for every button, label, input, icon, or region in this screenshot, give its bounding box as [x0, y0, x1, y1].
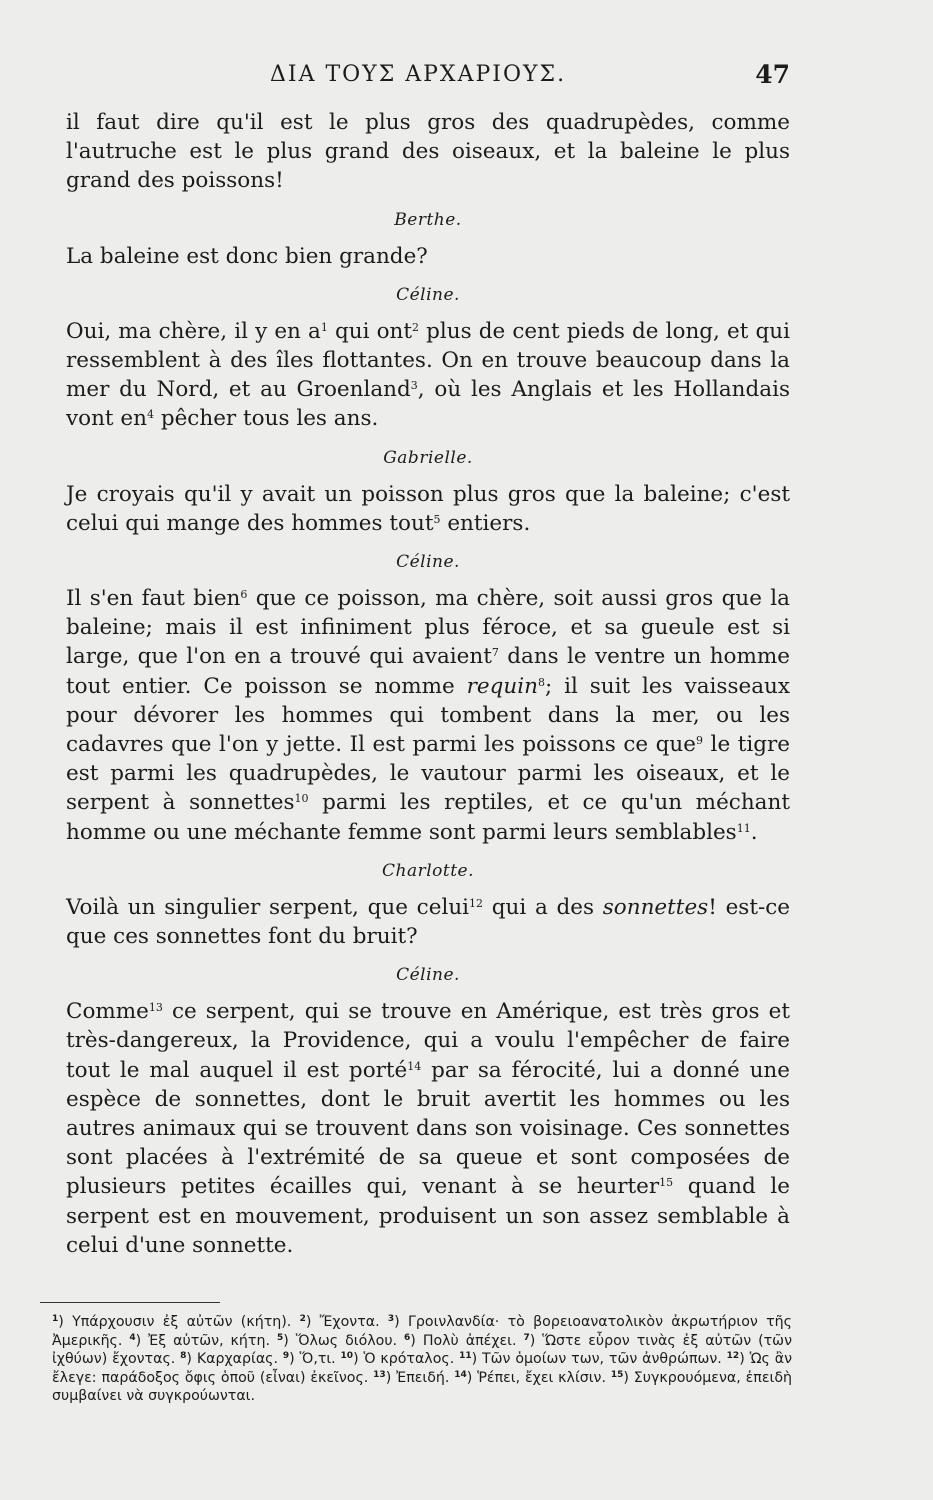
text-run: Oui, ma chère, il y en a [66, 318, 321, 344]
footnote [283, 1351, 341, 1367]
footnote [341, 1351, 460, 1367]
footnote-number: 7 [523, 1332, 530, 1343]
footnote-marker: 1 [320, 320, 328, 334]
footnote-number: 12 [726, 1351, 740, 1362]
footnote-text: ) Ὅλως διόλου. [283, 1332, 405, 1349]
footnote-number: 6 [404, 1332, 411, 1343]
text-run: ce serpent, qui se trouve en Amérique, est très gros et très-dangereux, la Providence, qui a voulu l'empêcher de faire tout le mal auquel il est porté [66, 999, 790, 1083]
paragraph [66, 997, 790, 1260]
text-run: qui a des [483, 894, 603, 920]
text-run: quand le serpent est en mouvement, produisent un son assez semblable à celui d'une sonnette. [66, 1174, 790, 1258]
footnote-text: ) Ὁ κρόταλος. [353, 1351, 460, 1368]
footnote-marker: 9 [696, 734, 704, 748]
text-run: , où les Anglais et les Hollandais vont en [66, 377, 790, 432]
italic-text: sonnettes [602, 894, 709, 920]
footnote-text: ) Ἐξ αὐτῶν, κήτη. [135, 1332, 277, 1349]
text-run: ; il suit les vaisseaux pour dévorer les hommes qui tombent dans la mer, ou les cadavres que l'on y jette. Il est parmi les poissons ce que [66, 673, 790, 758]
footnote-text: ) Ἔχοντα. [305, 1314, 388, 1330]
text-run: il faut dire qu'il est le plus gros des quadrupèdes, comme l'autruche est le plus grand des oiseaux, et la baleine le plus grand des poissons! [66, 110, 790, 194]
speaker-name: Charlotte. [381, 860, 475, 881]
text-run: que ce poisson, ma chère, soit aussi gros que la baleine; mais il est infiniment plus féroce, et sa gueule est si large, que l'on en a trouvé qui avaient [66, 586, 790, 670]
footnote [459, 1351, 727, 1367]
speaker-name: Gabrielle. [383, 447, 473, 468]
footnotes [52, 1313, 792, 1406]
footnote-number: 9 [282, 1351, 290, 1362]
footnote-marker: 3 [410, 379, 418, 393]
page-header [60, 62, 790, 96]
footnote-number: 2 [299, 1314, 306, 1324]
text-run: La baleine est donc bien grande? [66, 243, 428, 269]
text-run: plus de cent pieds de long, et qui ressemblent à des îles flottantes. On en trouve beaucoup dans la mer du Nord, et au Groenland [66, 318, 790, 403]
footnote-text: ) Καρχαρίας. [186, 1351, 283, 1368]
paragraph [66, 480, 790, 538]
italic-text: requin [466, 673, 538, 699]
footnote-marker: 13 [148, 1001, 163, 1015]
footnote-number: 5 [276, 1332, 284, 1343]
footnote-text: ) Ῥέπει, ἔχει κλίσιν. [466, 1369, 611, 1386]
footnote-marker: 11 [736, 821, 751, 835]
speaker-name: Céline. [396, 552, 460, 573]
footnote-marker: 7 [491, 646, 499, 660]
text-run: ! est-ce que ces sonnettes font du bruit? [66, 894, 790, 950]
footnote-marker: 6 [240, 588, 248, 602]
main-text [66, 108, 790, 1260]
footnote [454, 1370, 611, 1386]
speaker-name: Berthe. [394, 209, 462, 230]
text-run: le tigre est parmi les quadrupèdes, le vautour parmi les oiseaux, et le serpent à sonnettes [66, 732, 790, 816]
speaker-name: Céline. [396, 284, 460, 305]
paragraph [66, 317, 790, 434]
text-run: parmi les reptiles, et ce qu'un méchant homme ou une méchante femme sont parmi leurs semblables [66, 790, 790, 845]
text-run: qui ont [327, 318, 412, 344]
footnote [180, 1351, 283, 1367]
footnote-number: 8 [180, 1351, 187, 1362]
footnote-number: 15 [610, 1369, 624, 1380]
footnote-number: 3 [387, 1314, 395, 1324]
footnote [404, 1333, 523, 1349]
footnote-number: 14 [454, 1369, 467, 1380]
paragraph [66, 242, 790, 271]
paragraph [66, 108, 790, 196]
footnote-text: ) Ἐπειδή. [385, 1369, 455, 1386]
text-run: par sa férocité, lui a donné une espèce de sonnettes, dont le bruit avertit les hommes ou les autres animaux qui se trouvent dans son voisinage. Ces sonnettes sont placées à l'extrémité de sa queue et sont composées de plusieurs petites écailles qui, venant à se heurter [66, 1057, 791, 1200]
footnote-text: ) Γροινλανδία· τὸ βορειοανατολικὸν ἀκρωτήριον τῆς Ἀμερικῆς. [52, 1314, 792, 1349]
page-number: 47 [755, 60, 790, 89]
footnote-marker: 12 [469, 896, 484, 910]
footnote-marker: 15 [659, 1176, 674, 1190]
footnote [129, 1333, 277, 1349]
footnote-number: 10 [340, 1351, 354, 1362]
footnote-text: ) Πολὺ ἀπέχει. [410, 1332, 524, 1349]
speaker-name: Céline. [396, 965, 460, 986]
text-run: Il s'en faut bien [66, 586, 241, 612]
footnote-marker: 2 [412, 320, 419, 334]
footnote-marker: 14 [407, 1059, 422, 1073]
footnote-number: 1 [52, 1314, 59, 1324]
footnote [373, 1370, 454, 1386]
footnote-marker: 5 [433, 512, 441, 526]
text-run: . [750, 819, 758, 845]
paragraph [66, 893, 790, 951]
footnote-marker: 10 [294, 792, 309, 806]
text-run: entiers. [440, 510, 531, 536]
text-run: Je croyais qu'il y avait un poisson plus gros que la baleine; c'est celui qui mange des hommes tout [66, 481, 790, 536]
text-run: dans le ventre un homme tout entier. Ce poisson se nomme [66, 644, 790, 699]
footnote [52, 1314, 300, 1330]
running-title: ΔΙΑ ΤΟΥΣ ΑΡΧΑΡΙΟΥΣ. [270, 62, 567, 87]
text-run: pêcher tous les ans. [153, 406, 379, 432]
footnote-number: 4 [129, 1332, 136, 1343]
footnote-rule [40, 1302, 220, 1303]
footnote-text: ) Ὅ,τι. [289, 1351, 341, 1368]
footnote-text: ) Τῶν ὁμοίων των, τῶν ἀνθρώπων. [471, 1351, 727, 1368]
footnote-number: 13 [373, 1369, 386, 1380]
text-run: Comme [66, 999, 149, 1025]
footnote-marker: 4 [146, 408, 154, 422]
footnote-number: 11 [459, 1351, 472, 1362]
paragraph [66, 584, 790, 847]
footnote-text: ) Υπάρχουσιν ἐξ αὐτῶν (κήτη). [58, 1314, 300, 1330]
footnote [277, 1333, 404, 1349]
text-run: Voilà un singulier serpent, que celui [66, 894, 470, 920]
footnote-text: ) Ὥστε εὗρον τινὰς ἐξ αὐτῶν (τῶν ἰχθύων) ἔχοντας. [52, 1332, 792, 1368]
footnote-text: ) Συγκρουόμενα, ἐπειδὴ συμβαίνει νὰ συγκρούωνται. [52, 1369, 792, 1405]
footnote [300, 1314, 388, 1330]
footnote-marker: 8 [537, 675, 545, 689]
footnote-text: ) Ὡς ἂν ἔλεγε: παράδοξος ὄφις ὁποῦ (εἶναι) ἐκεῖνος. [52, 1351, 793, 1386]
